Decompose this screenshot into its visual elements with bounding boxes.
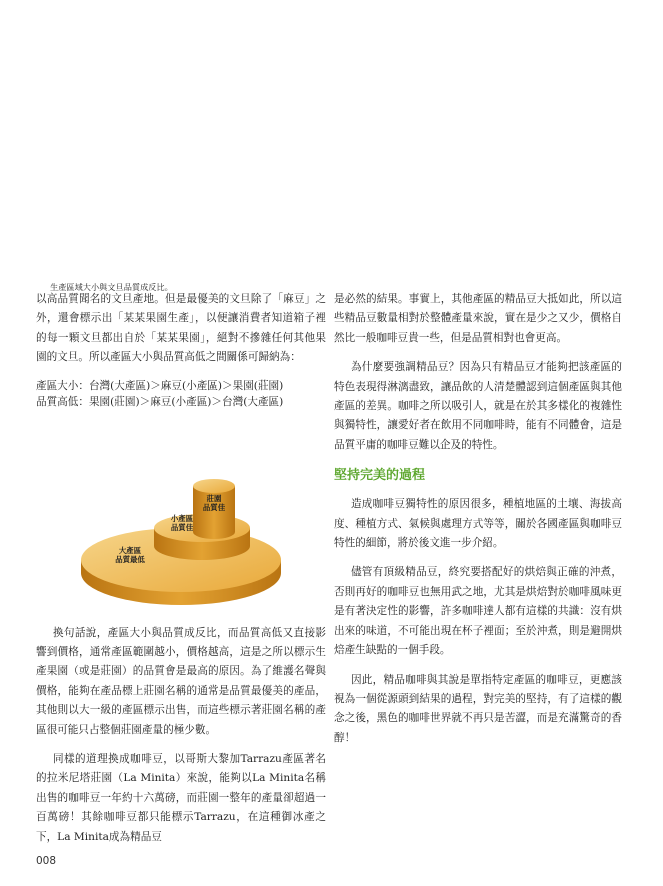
right-paragraph-2: 為什麼要強調精品豆？因為只有精品豆才能夠把該產區的特色表現得淋漓盡致，讓品飲的人清楚體認到這個產區與其他產區的差異。咖啡之所以吸引人，就是在於其多樣化的複雜性與獨特性，讓愛好者在飲用不同咖啡時，能有不同體會，這是品質平庸的咖啡豆難以企及的特性。 — [334, 361, 622, 451]
left-paragraph-1: 以高品質聞名的文旦產地。但是最優美的文旦除了「麻豆」之外，還會標示出「某某果園生產」，以便讓消費者知道箱子裡的每一顆文旦都出自於「某某果園」，絕對不摻雜任何其他果園的文旦。所以產區大小與品質高低之間關係可歸納為： — [36, 293, 326, 364]
right-paragraph-4: 儘管有頂級精品豆，終究要搭配好的烘焙與正確的沖煮，否則再好的咖啡豆也無用武之地，尤其是烘焙對於咖啡風味更是有著決定性的影響，許多咖啡達人都有這樣的共識：沒有烘出來的味道，不可能出現在杯子裡面；至於沖煮，則是避開烘焙產生缺點的一個手段。 — [334, 566, 622, 657]
right-paragraph-5: 因此，精品咖啡與其說是單指特定產區的咖啡豆，更應該視為一個從源頭到結果的過程，對完美的堅持，有了這樣的觀念之後，黑色的咖啡世界就不再只是苦澀，而是充滿驚奇的香醇！ — [334, 673, 622, 744]
page-number: 008 — [36, 855, 57, 867]
left-paragraph-2: 換句話說，產區大小與品質成反比，而品質高低又直接影響到價格，通常產區範圍越小，價格越高，這是之所以標示生產果園（或是莊園）的品質會是最高的原因。為了維護名聲與價格，能夠在產品標上莊園名稱的通常是品質最優美的產品，其他則以大一級的產區標示出售，而這些標示著莊園名稱的產區很可能只占整個莊園產量的極少數。 — [36, 626, 326, 736]
estate-label: 莊園 品質佳 — [202, 493, 226, 512]
right-paragraph-1: 是必然的結果。事實上，其他產區的精品豆大抵如此，所以這些精品豆數量相對於整體產量來說，實在是少之又少，價格自然比一般咖啡豆貴一些，但是品質相對也會更高。 — [334, 293, 622, 344]
left-paragraph-3: 同樣的道理換成咖啡豆，以哥斯大黎加Tarrazu產區著名的拉米尼塔莊園（La Minita）來說，能夠以La Minita名稱出售的咖啡豆一年約十六萬磅，而莊園一整年的產量卻超過一百萬磅！其餘咖啡豆都只能標示Tarrazu，在這種御冰產之下，La Minita成為精品豆 — [36, 753, 326, 843]
right-column — [334, 290, 622, 758]
small-region-label: 小產區 品質佳 — [170, 513, 194, 532]
large-region-label: 大產區 品質最低 — [115, 545, 145, 564]
region-size-line: 產區大小：台灣(大產區)＞麻豆(小產區)＞果園(莊園) — [36, 379, 284, 392]
left-column — [36, 290, 326, 857]
section-heading: 堅持完美的過程 — [334, 468, 426, 484]
quality-line: 品質高低：果園(莊園)＞麻豆(小產區)＞台灣(大產區) — [36, 395, 284, 408]
right-paragraph-3: 造成咖啡豆獨特性的原因很多，種植地區的土壤、海拔高度、種植方式、氣候與處理方式等等，關於各國產區與咖啡豆特性的細節，將於後文進一步介紹。 — [334, 498, 622, 550]
region-quality-list — [36, 378, 326, 410]
region-quality-figure — [36, 418, 326, 618]
figure-caption: 生產區域大小與文旦品質成反比。 — [50, 282, 173, 292]
estate-cylinder-top — [193, 479, 235, 493]
